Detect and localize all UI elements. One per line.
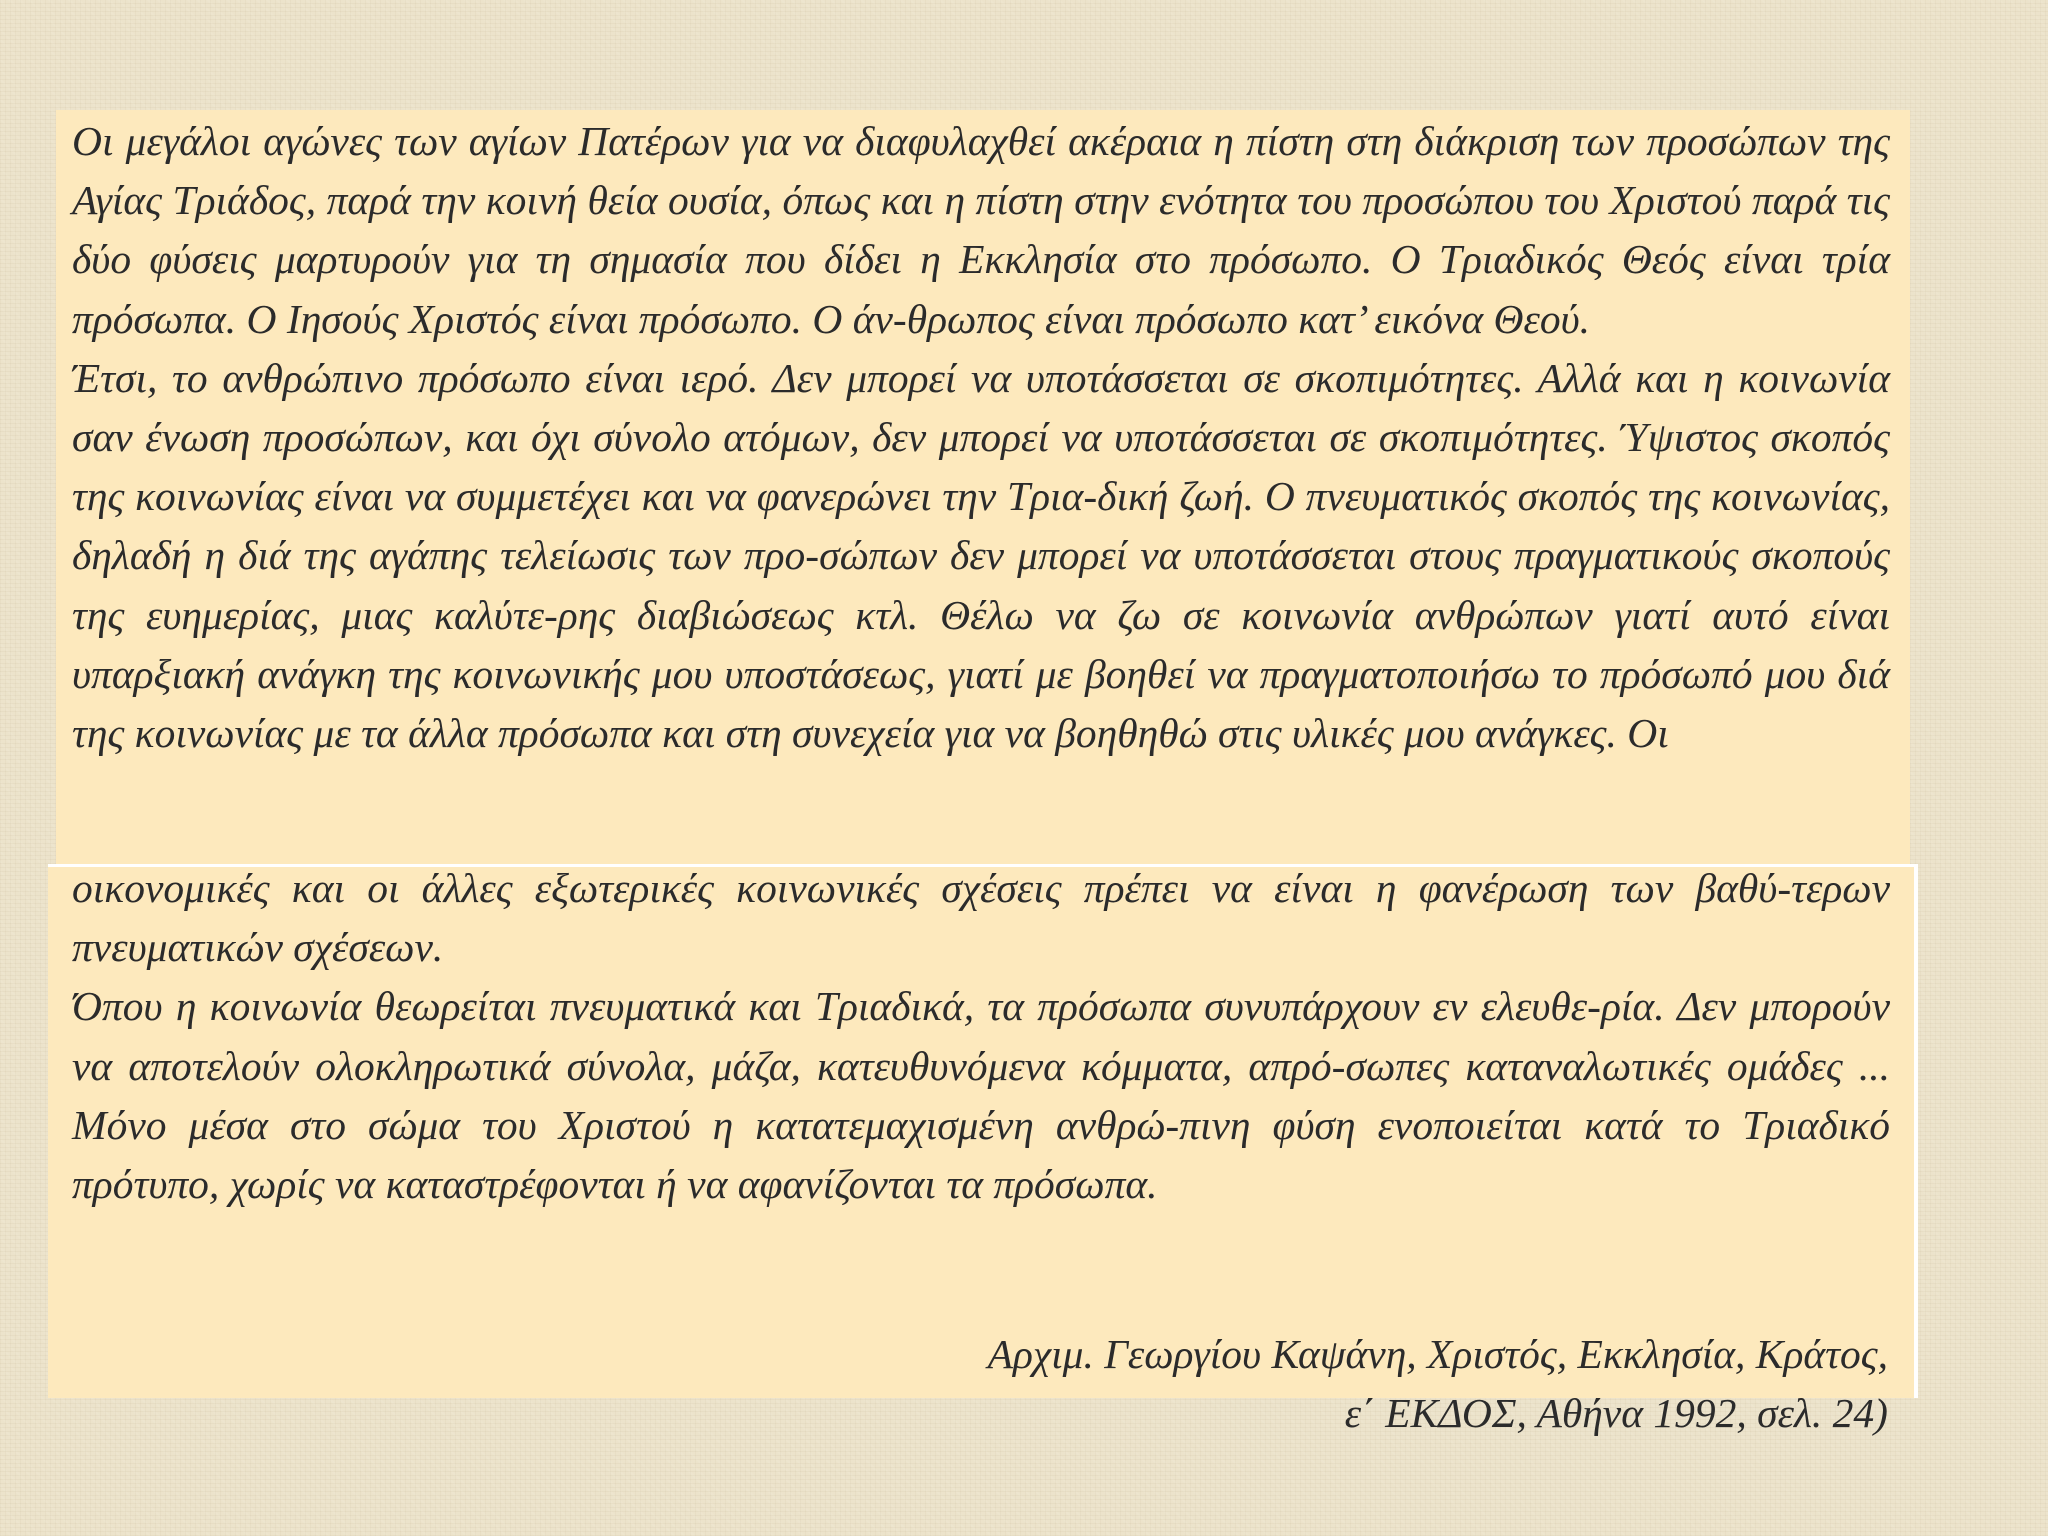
citation — [988, 1325, 1888, 1443]
citation-edition: ε΄ ΕΚΔΟΣ, Αθήνα 1992, σελ. 24) — [1344, 1390, 1888, 1437]
lower-text-block — [72, 859, 1890, 1214]
citation-author-title: Αρχιμ. Γεωργίου Καψάνη, Χριστός, Εκκλησία, Κράτος, — [987, 1331, 1888, 1377]
paragraph-sacred-person: Έτσι, το ανθρώπινο πρόσωπο είναι ιερό. Δεν μπορεί να υποτάσσεται σε σκοπιμότητες. Αλλά και η κοινωνία σαν ένωση προσώπων, και όχι σύνολο ατόμων, δεν μπορεί να υποτάσσεται σε σκοπιμότητες. Ύψιστος σκοπός της κοινωνίας είναι να συμμετέχει και να φανερώνει την Τρια-δική ζωή. Ο πνευματικός σκοπός της κοινωνίας, δηλαδή η διά της αγάπης τελείωσις των προ-σώπων δεν μπορεί να υποτάσσεται στους πραγματικούς σκοπούς της ευημερίας, μιας καλύτε-ρης διαβιώσεως κτλ. Θέλω να ζω σε κοινωνία ανθρώπων γιατί αυτό είναι υπαρξιακή ανάγκη της κοινωνικής μου υποστάσεως, γιατί με βοηθεί να πραγματοποιήσω το πρόσωπό μου διά της κοινωνίας με τα άλλα πρόσωπα και στη συνεχεία για να βοηθηθώ στις υλικές μου ανάγκες. Οι — [72, 354, 1890, 757]
paragraph-trinitarian-society: Όπου η κοινωνία θεωρείται πνευματικά και Τριαδικά, τα πρόσωπα συνυπάρχουν εν ελευθε-ρία. Δεν μπορούν να αποτελούν ολοκληρωτικά σύνολα, μάζα, κατευθυνόμενα κόμματα, απρό-σωπες καταναλωτικές ομάδες ... Μόνο μέσα στο σώμα του Χριστού η κατατεμαχισμένη ανθρώ-πινη φύση ενοποιείται κατά το Τριαδικό πρότυπο, χωρίς να καταστρέφονται ή να αφανίζονται τα πρόσωπα. — [72, 983, 1890, 1208]
upper-text-panel — [56, 110, 1910, 864]
lower-text-panel — [48, 864, 1918, 1437]
upper-text-block — [72, 112, 1890, 763]
paragraph-persons-of-trinity: Οι μεγάλοι αγώνες των αγίων Πατέρων για να διαφυλαχθεί ακέραια η πίστη στη διάκριση των προσώπων της Αγίας Τριάδος, παρά την κοινή θεία ουσία, όπως και η πίστη στην ενότητα του προσώπου του Χριστού παρά τις δύο φύσεις μαρτυρούν για τη σημασία που δίδει η Εκκλησία στο πρόσωπο. Ο Τριαδικός Θεός είναι τρία πρόσωπα. Ο Ιησούς Χριστός είναι πρόσωπο. Ο άν-θρωπος είναι πρόσωπο κατ’ εικόνα Θεού. — [72, 118, 1890, 342]
paragraph-economic-relations: οικονομικές και οι άλλες εξωτερικές κοινωνικές σχέσεις πρέπει να είναι η φανέρωση των βαθύ-τερων πνευματικών σχέσεων. — [72, 865, 1890, 971]
